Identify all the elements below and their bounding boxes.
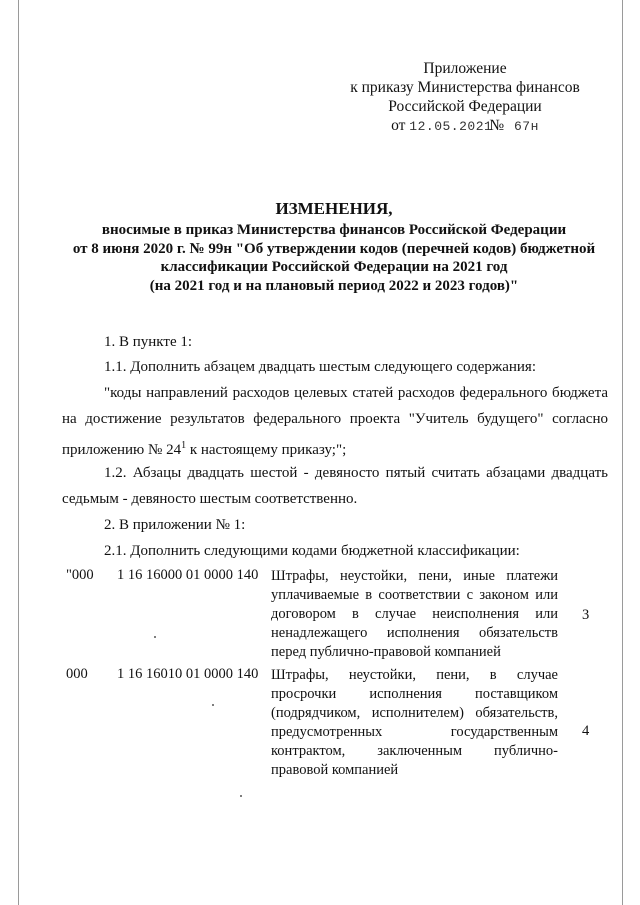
subtitle-line-1: вносимые в приказ Министерства финансов Российской Федерации (101, 222, 567, 238)
description-line: Штрафы, неустойки, пени, в случае (271, 667, 558, 683)
paragraph-2: 2. В приложении № 1: (104, 517, 246, 533)
quote-line-2: на достижение результатов федерального проекта "Учитель будущего" согласно (62, 411, 608, 427)
footnote-mark: 1 (181, 440, 187, 451)
date-value: 12.05.2021 (409, 119, 493, 134)
appendix-line-2: к приказу Министерства финансов (350, 79, 580, 96)
quote-line-1: "коды направлений расходов целевых статей расходов федерального бюджета (104, 385, 608, 401)
description-line: (подрядчиком, исполнителем) обязательств, (271, 705, 558, 721)
quote-line-3-end: к настоящему приказу;"; (186, 442, 347, 458)
table-row (0, 567, 640, 662)
description-line: перед публично-правовой компанией (271, 644, 501, 660)
paragraph-2-1: 2.1. Дополнить следующими кодами бюджетной классификации: (104, 543, 520, 559)
kbk-code: 1 16 16010 01 0000 140 (117, 666, 259, 682)
description-line: контрактом, заключенным публично- (271, 743, 558, 759)
code-description (271, 666, 558, 780)
admin-code: 000 (66, 666, 88, 682)
table-row (0, 666, 640, 786)
admin-code: "000 (66, 567, 94, 583)
quote-line-3-start: приложению № 24 (62, 442, 182, 458)
number-sign: № (489, 117, 505, 134)
appendix-date-line (340, 116, 590, 136)
row-number: 4 (582, 723, 590, 739)
subtitle-line-3: классификации Российской Федерации на 2021 год (160, 259, 508, 275)
kbk-code: 1 16 16000 01 0000 140 (117, 567, 259, 583)
row-number: 3 (582, 607, 590, 623)
appendix-line-1: Приложение (423, 60, 507, 77)
paragraph-1-1: 1.1. Дополнить абзацем двадцать шестым следующего содержания: (104, 359, 536, 375)
quote-line-3 (62, 436, 346, 460)
paragraph-1-2-line-2: седьмым - девяносто шестым соответственно. (62, 491, 358, 507)
order-number: 67н (513, 119, 539, 134)
scan-speck (154, 636, 156, 638)
description-line: правовой компанией (271, 762, 399, 778)
description-line: ненадлежащего исполнения обязательств (271, 625, 558, 641)
appendix-line-3: Российской Федерации (388, 98, 542, 115)
date-prefix: от (391, 117, 406, 134)
description-line: Штрафы, неустойки, пени, иные платежи (271, 568, 558, 584)
description-line: предусмотренных государственным (271, 724, 558, 740)
document-subtitle (60, 221, 608, 295)
appendix-header (340, 59, 590, 136)
subtitle-line-2: от 8 июня 2020 г. № 99н "Об утверждении кодов (перечней кодов) бюджетной (72, 240, 596, 257)
description-line: просрочки исполнения поставщиком (271, 686, 558, 702)
document-title: ИЗМЕНЕНИЯ, (275, 199, 393, 218)
paragraph-1-2-line-1: 1.2. Абзацы двадцать шестой - девяносто пятый считать абзацами двадцать (104, 465, 608, 481)
description-line: договором в случае неисполнения или (271, 606, 558, 622)
scan-speck (212, 704, 214, 706)
subtitle-line-4: (на 2021 год и на плановый период 2022 и 2023 годов)" (149, 277, 519, 294)
paragraph-1: 1. В пункте 1: (104, 334, 193, 350)
scan-speck (240, 795, 242, 797)
description-line: уплачиваемые в соответствии с законом или (271, 587, 558, 603)
code-description (271, 567, 558, 662)
